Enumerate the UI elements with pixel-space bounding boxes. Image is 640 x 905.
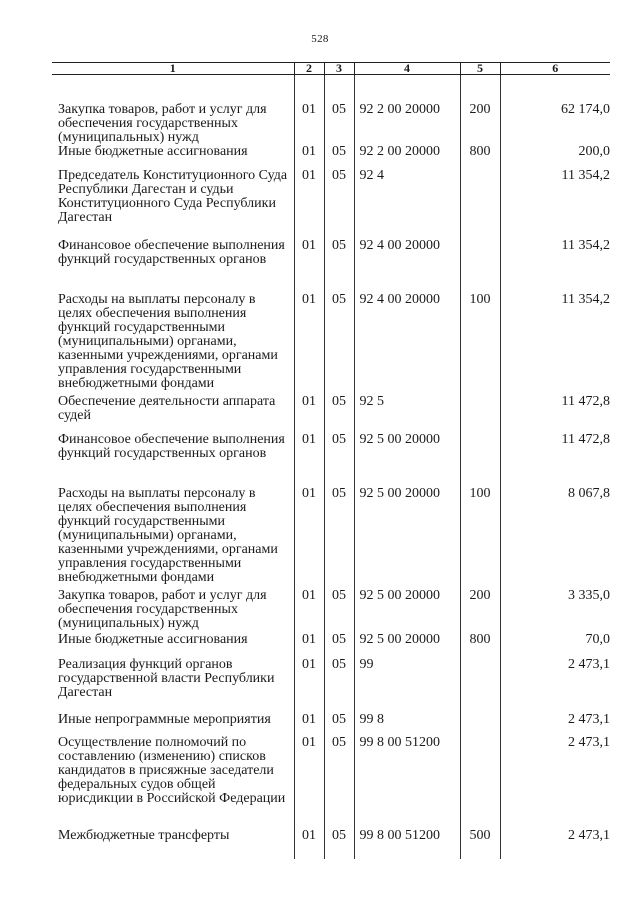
- row-target-article: 92 4 00 20000: [354, 293, 460, 395]
- row-subsection: 05: [324, 736, 354, 829]
- column-header: 2: [294, 63, 324, 75]
- row-target-article: 92 2 00 20000: [354, 145, 460, 169]
- row-name: Закупка товаров, работ и услуг для обеспечения государственных (муниципальных) нужд: [52, 75, 294, 146]
- table-row: [52, 433, 610, 487]
- row-expense-type: [460, 713, 500, 736]
- row-amount: 11 354,2: [561, 292, 610, 307]
- row-subsection: 05: [324, 169, 354, 239]
- row-section: 01: [294, 239, 324, 293]
- table-row: [52, 395, 610, 433]
- row-section: 01: [294, 433, 324, 487]
- row-subsection: 05: [324, 75, 354, 146]
- row-expense-type: [460, 239, 500, 293]
- row-subsection: 05: [324, 589, 354, 633]
- row-name: Финансовое обеспечение выполнения функций государственных органов: [52, 239, 294, 293]
- row-expense-type: 500: [460, 829, 500, 859]
- row-section: 01: [294, 736, 324, 829]
- row-name: Осуществление полномочий по составлению (изменению) списков кандидатов в присяжные заседатели федеральных судов общей юрисдикции в Российской Федерации: [52, 736, 294, 829]
- row-subsection: 05: [324, 293, 354, 395]
- row-target-article: 99 8: [354, 713, 460, 736]
- row-amount: 8 067,8: [568, 486, 610, 501]
- row-section: 01: [294, 713, 324, 736]
- row-amount: 11 472,8: [561, 394, 610, 409]
- row-name: Иные бюджетные ассигнования: [52, 633, 294, 658]
- row-section: 01: [294, 169, 324, 239]
- row-expense-type: 200: [460, 589, 500, 633]
- table-row: [52, 239, 610, 293]
- row-target-article: 92 5 00 20000: [354, 487, 460, 589]
- row-subsection: 05: [324, 433, 354, 487]
- row-target-article: 92 5 00 20000: [354, 633, 460, 658]
- row-target-article: 92 4: [354, 169, 460, 239]
- row-target-article: 99 8 00 51200: [354, 829, 460, 859]
- column-header: 3: [324, 63, 354, 75]
- table-row: [52, 658, 610, 713]
- table-row: [52, 145, 610, 169]
- row-amount: 2 473,1: [568, 712, 610, 727]
- row-expense-type: 800: [460, 145, 500, 169]
- column-header: 4: [354, 63, 460, 75]
- row-name: Иные непрограммные мероприятия: [52, 713, 294, 736]
- row-section: 01: [294, 658, 324, 713]
- row-section: 01: [294, 395, 324, 433]
- table-row: [52, 293, 610, 395]
- row-subsection: 05: [324, 487, 354, 589]
- row-expense-type: 200: [460, 75, 500, 146]
- row-name: Закупка товаров, работ и услуг для обеспечения государственных (муниципальных) нужд: [52, 589, 294, 633]
- row-name: Председатель Конституционного Суда Республики Дагестан и судьи Конституционного Суда Республики Дагестан: [52, 169, 294, 239]
- row-expense-type: [460, 658, 500, 713]
- row-name: Обеспечение деятельности аппарата судей: [52, 395, 294, 433]
- row-subsection: 05: [324, 713, 354, 736]
- row-expense-type: 800: [460, 633, 500, 658]
- row-expense-type: [460, 736, 500, 829]
- row-subsection: 05: [324, 395, 354, 433]
- table-row: [52, 829, 610, 859]
- row-section: 01: [294, 75, 324, 146]
- row-expense-type: [460, 433, 500, 487]
- row-amount: 62 174,0: [561, 102, 610, 117]
- column-header: 6: [500, 63, 610, 75]
- row-amount: 70,0: [585, 632, 610, 647]
- row-name: Межбюджетные трансферты: [52, 829, 294, 859]
- row-name: Иные бюджетные ассигнования: [52, 145, 294, 169]
- table-row: [52, 487, 610, 589]
- table-row: [52, 589, 610, 633]
- row-amount: 3 335,0: [568, 588, 610, 603]
- row-target-article: 99 8 00 51200: [354, 736, 460, 829]
- row-target-article: 92 5: [354, 395, 460, 433]
- row-subsection: 05: [324, 633, 354, 658]
- row-expense-type: [460, 395, 500, 433]
- row-name: Расходы на выплаты персоналу в целях обеспечения выполнения функций государственными (муниципальными) органами, казенными учреждениями, органами управления государственными внебюджетными фондами: [52, 293, 294, 395]
- column-header: 5: [460, 63, 500, 75]
- table-row: [52, 633, 610, 658]
- row-subsection: 05: [324, 145, 354, 169]
- column-header: 1: [52, 63, 294, 75]
- row-target-article: 92 5 00 20000: [354, 589, 460, 633]
- row-amount: 2 473,1: [568, 735, 610, 750]
- row-target-article: 92 2 00 20000: [354, 75, 460, 146]
- row-target-article: 92 5 00 20000: [354, 433, 460, 487]
- row-target-article: 99: [354, 658, 460, 713]
- table-body: [52, 75, 610, 860]
- row-expense-type: 100: [460, 487, 500, 589]
- row-name: Финансовое обеспечение выполнения функций государственных органов: [52, 433, 294, 487]
- budget-table: [52, 62, 610, 859]
- row-section: 01: [294, 829, 324, 859]
- row-subsection: 05: [324, 658, 354, 713]
- row-amount: 200,0: [578, 144, 610, 159]
- row-amount: 11 354,2: [561, 238, 610, 253]
- row-expense-type: [460, 169, 500, 239]
- table-row: [52, 169, 610, 239]
- row-subsection: 05: [324, 239, 354, 293]
- row-name: Расходы на выплаты персоналу в целях обеспечения выполнения функций государственными (муниципальными) органами, казенными учреждениями, органами управления государственными внебюджетными фондами: [52, 487, 294, 589]
- header-row: [52, 63, 610, 75]
- row-expense-type: 100: [460, 293, 500, 395]
- row-subsection: 05: [324, 829, 354, 859]
- row-section: 01: [294, 487, 324, 589]
- row-target-article: 92 4 00 20000: [354, 239, 460, 293]
- row-section: 01: [294, 589, 324, 633]
- row-section: 01: [294, 145, 324, 169]
- row-section: 01: [294, 633, 324, 658]
- table-row: [52, 736, 610, 829]
- table-row: [52, 75, 610, 146]
- page-number: 528: [311, 33, 329, 45]
- row-amount: 11 354,2: [561, 168, 610, 183]
- row-name: Реализация функций органов государственной власти Республики Дагестан: [52, 658, 294, 713]
- row-amount: 2 473,1: [568, 657, 610, 672]
- row-amount: 11 472,8: [561, 432, 610, 447]
- row-section: 01: [294, 293, 324, 395]
- row-amount: 2 473,1: [568, 828, 610, 843]
- table-row: [52, 713, 610, 736]
